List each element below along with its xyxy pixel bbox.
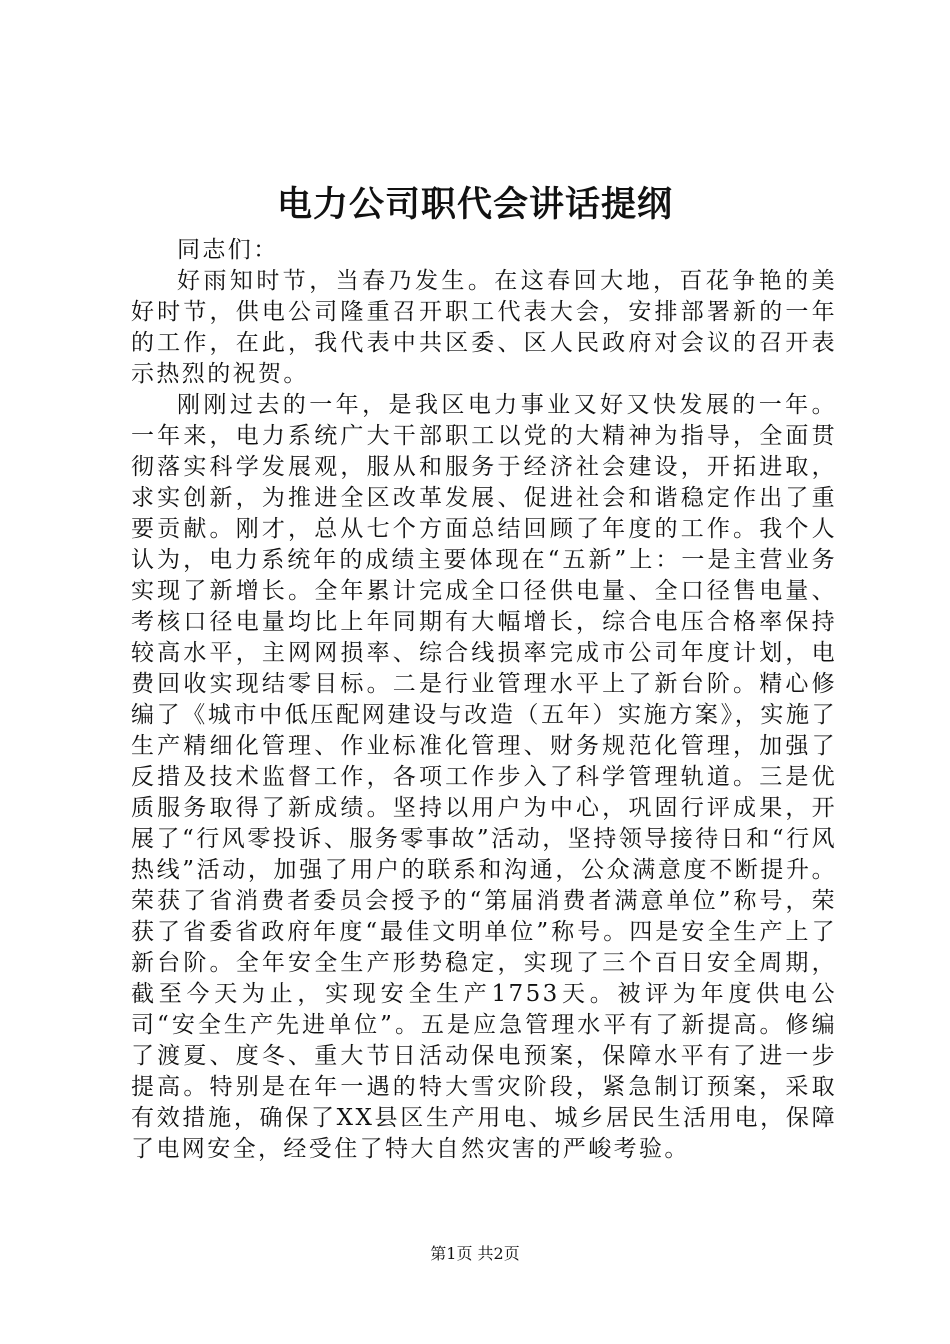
- page-number-footer: 第1页 共2页: [430, 1244, 520, 1263]
- review-paragraph: 刚刚过去的一年，是我区电力事业又好又快发展的一年。一年来，电力系统广大干部职工以党的大精神为指导，全面贯彻落实科学发展观，服从和服务于经济社会建设，开拓进取，求实创新，为推进全区改革发展、促进社会和谐稳定作出了重要贡献。刚才，总从七个方面总结回顾了年度的工作。我个人认为，电力系统年的成绩主要体现在“五新”上：一是主营业务实现了新增长。全年累计完成全口径供电量、全口径售电量、考核口径电量均比上年同期有大幅增长，综合电压合格率保持较高水平，主网网损率、综合线损率完成市公司年度计划，电费回收实现结零目标。二是行业管理水平上了新台阶。精心修编了《城市中低压配网建设与改造（五年）实施方案》，实施了生产精细化管理、作业标准化管理、财务规范化管理，加强了反措及技术监督工作，各项工作步入了科学管理轨道。三是优质服务取得了新成绩。坚持以用户为中心，巩固行评成果，开展了“行风零投诉、服务零事故”活动，坚持领导接待日和“行风热线”活动，加强了用户的联系和沟通，公众满意度不断提升。荣获了省消费者委员会授予的“第届消费者满意单位”称号，荣获了省委省政府年度“最佳文明单位”称号。四是安全生产上了新台阶。全年安全生产形势稳定，实现了三个百日安全周期，截至今天为止，实现安全生产1753天。被评为年度供电公司“安全生产先进单位”。五是应急管理水平有了新提高。修编了渡夏、度冬、重大节日活动保电预案，保障水平有了进一步提高。特别是在年一遇的特大雪灾阶段，紧急制订预案，采取有效措施，确保了XX县区生产用电、城乡居民生活用电，保障了电网安全，经受住了特大自然灾害的严峻考验。: [131, 392, 837, 1162]
- salutation-paragraph: 同志们：: [177, 237, 279, 263]
- opening-paragraph: 好雨知时节，当春乃发生。在这春回大地，百花争艳的美好时节，供电公司隆重召开职工代表大会，安排部署新的一年的工作，在此，我代表中共区委、区人民政府对会议的召开表示热烈的祝贺。: [131, 268, 837, 387]
- document-title: 电力公司职代会讲话提纲: [276, 184, 673, 225]
- document-body: [131, 235, 837, 1165]
